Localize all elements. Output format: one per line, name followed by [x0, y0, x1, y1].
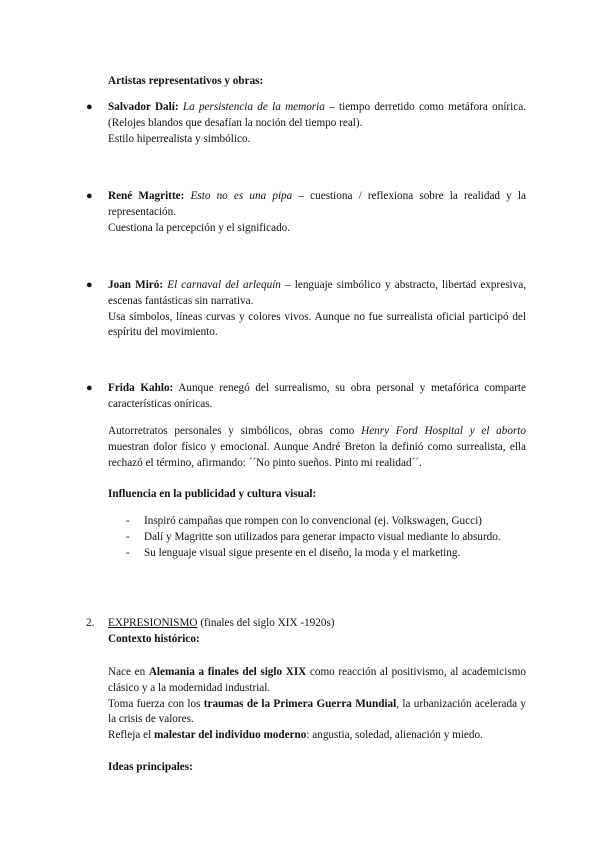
section-subtitle: (finales del siglo XIX -1920s)	[197, 617, 335, 629]
kahlo-text-pre: Autorretratos personales y simbólicos, obras como	[108, 425, 362, 437]
artist-name: Salvador Dalí:	[108, 101, 179, 113]
artist-item-magritte	[86, 189, 526, 236]
artists-heading: Artistas representativos y obras:	[108, 75, 264, 87]
artist-description: – tiempo derretido como metáfora onírica. (Relojes blandos que desafían la noción del tiempo real).	[108, 101, 526, 129]
artist-name: Joan Miró:	[108, 279, 164, 291]
dash-icon: -	[126, 546, 130, 559]
context-paragraph	[108, 665, 526, 744]
artist-name: René Magritte:	[108, 190, 185, 202]
p3-bold: malestar del individuo moderno	[153, 729, 307, 742]
kahlo-work: Henry Ford Hospital y el aborto	[361, 425, 527, 437]
list-item-text: Dalí y Magritte son utilizados para generar impacto visual mediante lo absurdo.	[144, 530, 501, 543]
list-item	[108, 546, 526, 562]
bullet-icon: ●	[86, 101, 93, 113]
p1-post: como reacción al positivismo, al academicismo clásico y a la modernidad industrial.	[108, 666, 526, 694]
influence-list	[108, 514, 526, 561]
bullet-icon: ●	[86, 190, 93, 202]
artist-description: – lenguaje simbólico y abstracto, libertad expresiva, escenas fantásticas sin narrativa.	[108, 279, 527, 307]
artist-name: Frida Kahlo:	[108, 382, 174, 394]
artist-item-miro	[86, 278, 526, 341]
artist-style: Usa símbolos, líneas curvas y colores vivos. Aunque no fue surrealista oficial participó del espíritu del movimiento.	[108, 310, 526, 339]
dash-icon: -	[126, 515, 130, 527]
list-item-text: Inspiró campañas que rompen con lo convencional (ej. Volkswagen, Gucci)	[144, 515, 482, 527]
kahlo-text-post: muestran dolor físico y emocional. Aunque André Breton la definió como surrealista, ella rechazó el término, afirmando: ´´No pinto sueños. Pinto mi realidad´´.	[108, 440, 526, 469]
section-expresionismo-title	[86, 616, 335, 632]
artist-style: Cuestiona la percepción y el significado.	[108, 221, 291, 234]
p2-bold: traumas de la Primera Guerra Mundial	[203, 697, 397, 710]
list-item	[108, 530, 526, 546]
artist-description: Aunque renegó del surrealismo, su obra personal y metafórica comparte características oníricas.	[108, 382, 526, 410]
section-number: 2.	[86, 617, 95, 629]
p3-post: : angustia, soledad, alienación y miedo.	[306, 729, 483, 742]
artist-style: Estilo hiperrealista y simbólico.	[108, 132, 251, 145]
p2-post: , la urbanización acelerada y la crisis de valores.	[108, 697, 526, 726]
bullet-icon: ●	[86, 382, 93, 394]
artist-item-kahlo	[86, 381, 526, 413]
p1-pre: Nace en	[108, 666, 149, 678]
p1-bold: Alemania a finales del siglo XIX	[148, 666, 307, 678]
bullet-icon: ●	[86, 279, 93, 291]
list-item	[108, 514, 526, 530]
dash-icon: -	[126, 530, 130, 543]
kahlo-paragraph	[108, 424, 526, 471]
artist-item-dali	[86, 100, 526, 147]
list-item-text: Su lenguaje visual sigue presente en el diseño, la moda y el marketing.	[144, 546, 461, 559]
p2-pre: Toma fuerza con los	[108, 697, 204, 710]
section-title: EXPRESIONISMO	[108, 617, 198, 629]
context-heading: Contexto histórico:	[108, 633, 200, 645]
ideas-heading: Ideas principales:	[108, 761, 193, 773]
artist-description: – cuestiona / reflexiona sobre la realidad y la representación.	[108, 190, 526, 218]
p3-pre: Refleja el	[108, 729, 154, 742]
influence-heading: Influencia en la publicidad y cultura visual:	[108, 488, 317, 500]
artist-work: El carnaval del arlequín	[167, 279, 281, 291]
artist-work: La persistencia de la memoria	[182, 101, 325, 113]
artist-work: Esto no es una pipa	[190, 190, 293, 202]
